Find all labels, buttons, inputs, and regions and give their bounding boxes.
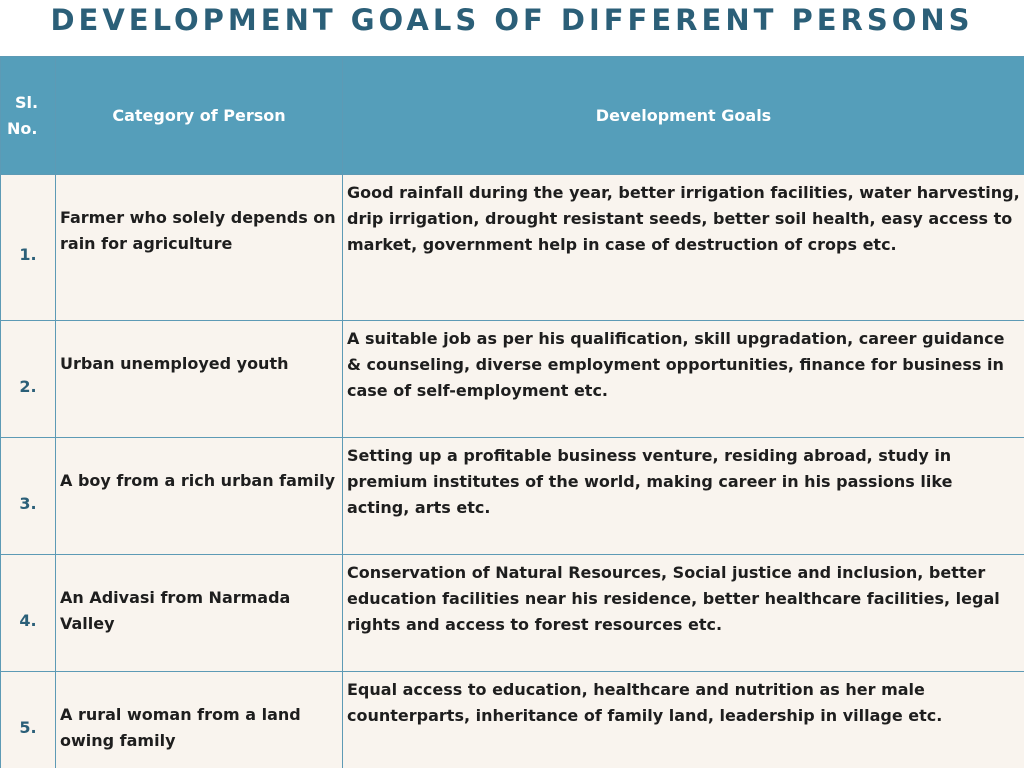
table-row <box>1 438 1024 555</box>
development-goals-table <box>0 56 1024 768</box>
row-number: 5. <box>1 672 56 768</box>
row-number: 4. <box>1 555 56 672</box>
table-row <box>1 321 1024 438</box>
row-goals: A suitable job as per his qualification, skill upgradation, career guidance & counseling, diverse employment opportunities, finance for business in case of self-employment etc. <box>343 321 1024 438</box>
header-goals: Development Goals <box>343 57 1024 175</box>
header-sl-line1: Sl. <box>15 92 39 112</box>
row-category: An Adivasi from Narmada Valley <box>56 555 343 672</box>
table-header-row <box>1 57 1024 175</box>
row-goals: Equal access to education, healthcare and nutrition as her male counterparts, inheritance of family land, leadership in village etc. <box>343 672 1024 768</box>
row-category: A boy from a rich urban family <box>56 438 343 555</box>
row-category: A rural woman from a land owing family <box>56 672 343 768</box>
table-row <box>1 672 1024 768</box>
row-number: 3. <box>1 438 56 555</box>
header-category: Category of Person <box>56 57 343 175</box>
header-sl-line2: No. <box>7 118 38 138</box>
row-goals: Setting up a profitable business venture, residing abroad, study in premium institutes of the world, making career in his passions like acting, arts etc. <box>343 438 1024 555</box>
row-number: 2. <box>1 321 56 438</box>
page-title: DEVELOPMENT GOALS OF DIFFERENT PERSONS <box>50 3 974 37</box>
row-goals: Conservation of Natural Resources, Social justice and inclusion, better education facilities near his residence, better healthcare facilities, legal rights and access to forest resources etc. <box>343 555 1024 672</box>
row-category: Urban unemployed youth <box>56 321 343 438</box>
row-category: Farmer who solely depends on rain for agriculture <box>56 175 343 321</box>
header-sl-no <box>1 57 56 175</box>
table-row <box>1 555 1024 672</box>
table-row <box>1 175 1024 321</box>
row-goals: Good rainfall during the year, better irrigation facilities, water harvesting, drip irrigation, drought resistant seeds, better soil health, easy access to market, government help in case of destruction of crops etc. <box>343 175 1024 321</box>
row-number: 1. <box>1 175 56 321</box>
